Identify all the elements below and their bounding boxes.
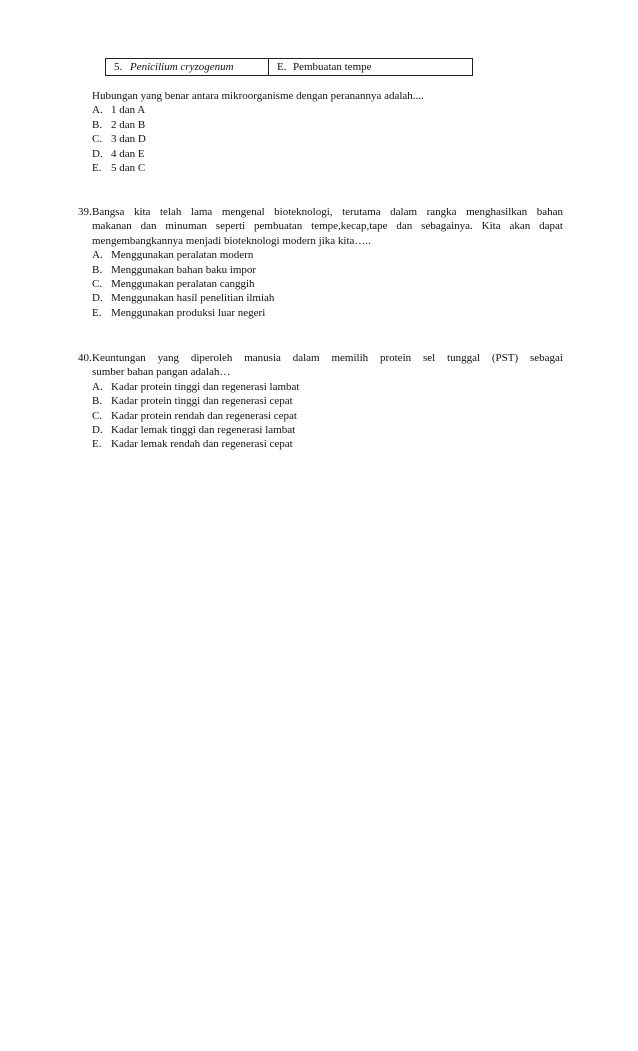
role-cell [269,59,473,76]
item-label: E. [277,61,287,73]
role-text: Pembuatan tempe [293,61,372,73]
option-text: Kadar protein rendah dan regenerasi cepat [111,409,297,422]
option-text: 4 dan E [111,147,145,160]
option-text: Menggunakan produksi luar negeri [111,306,266,319]
answer-option[interactable] [78,394,563,408]
question-text-line: makanan dan minuman seperti pembuatan tempe,kecap,tape dan sebagainya. Kita akan dapat [92,220,563,233]
option-label: D. [92,423,103,436]
answer-option[interactable] [78,263,563,277]
question-40 [78,351,563,452]
option-label: A. [92,249,103,262]
answer-option[interactable] [78,147,563,161]
option-label: B. [92,263,103,276]
answer-option[interactable] [78,132,563,146]
option-text: Kadar lemak rendah dan regenerasi cepat [111,438,293,451]
answer-option[interactable] [78,409,563,423]
option-text: Menggunakan peralatan canggih [111,277,255,290]
matching-table-row [105,58,473,76]
microorganism-name: Penicilium cryzogenum [130,61,234,73]
table-row [106,59,473,76]
option-label: C. [92,409,103,422]
answer-option[interactable] [78,118,563,132]
option-text: Menggunakan peralatan modern [111,249,254,262]
question-number: 40. [78,352,92,364]
option-text: 2 dan B [111,118,146,131]
answer-option[interactable] [78,306,563,320]
option-label: C. [92,133,103,146]
option-label: B. [92,395,103,408]
question-number: 39. [78,206,92,218]
option-text: Kadar protein tinggi dan regenerasi lambat [111,380,300,393]
question-text-line: mengembangkannya menjadi bioteknologi modern jika kita….. [92,234,371,247]
option-label: E. [92,438,102,451]
answer-option[interactable] [78,277,563,291]
microorganism-cell [106,59,269,76]
option-label: D. [92,147,103,160]
option-text: Kadar protein tinggi dan regenerasi cepat [111,395,293,408]
answer-option[interactable] [78,161,563,175]
option-label: B. [92,118,103,131]
option-label: E. [92,306,102,319]
answer-option[interactable] [78,423,563,437]
question-text-line: Keuntungan yang diperoleh manusia dalam memilih protein sel tunggal (PST) sebagai [92,352,563,364]
question-38 [78,89,563,175]
option-text: Menggunakan hasil penelitian ilmiah [111,292,275,305]
option-label: D. [92,292,103,305]
answer-option[interactable] [78,103,563,117]
answer-option[interactable] [78,380,563,394]
option-text: 5 dan C [111,161,146,174]
question-stem: Hubungan yang benar antara mikroorganisme dengan peranannya adalah.... [92,90,424,102]
option-text: Menggunakan bahan baku impor [111,263,257,276]
option-label: C. [92,277,103,290]
question-text-line: Bangsa kita telah lama mengenal bioteknologi, terutama dalam rangka menghasilkan bahan [92,206,563,218]
question-text-line: sumber bahan pangan adalah… [92,366,231,379]
option-text: 3 dan D [111,133,146,146]
answer-option[interactable] [78,291,563,305]
option-label: A. [92,380,103,393]
option-label: A. [92,104,103,117]
answer-option[interactable] [78,437,563,451]
question-39 [78,205,563,320]
option-text: 1 dan A [111,104,146,117]
answer-option[interactable] [78,248,563,262]
option-label: E. [92,161,102,174]
option-text: Kadar lemak tinggi dan regenerasi lambat [111,423,296,436]
item-number: 5. [114,61,123,73]
